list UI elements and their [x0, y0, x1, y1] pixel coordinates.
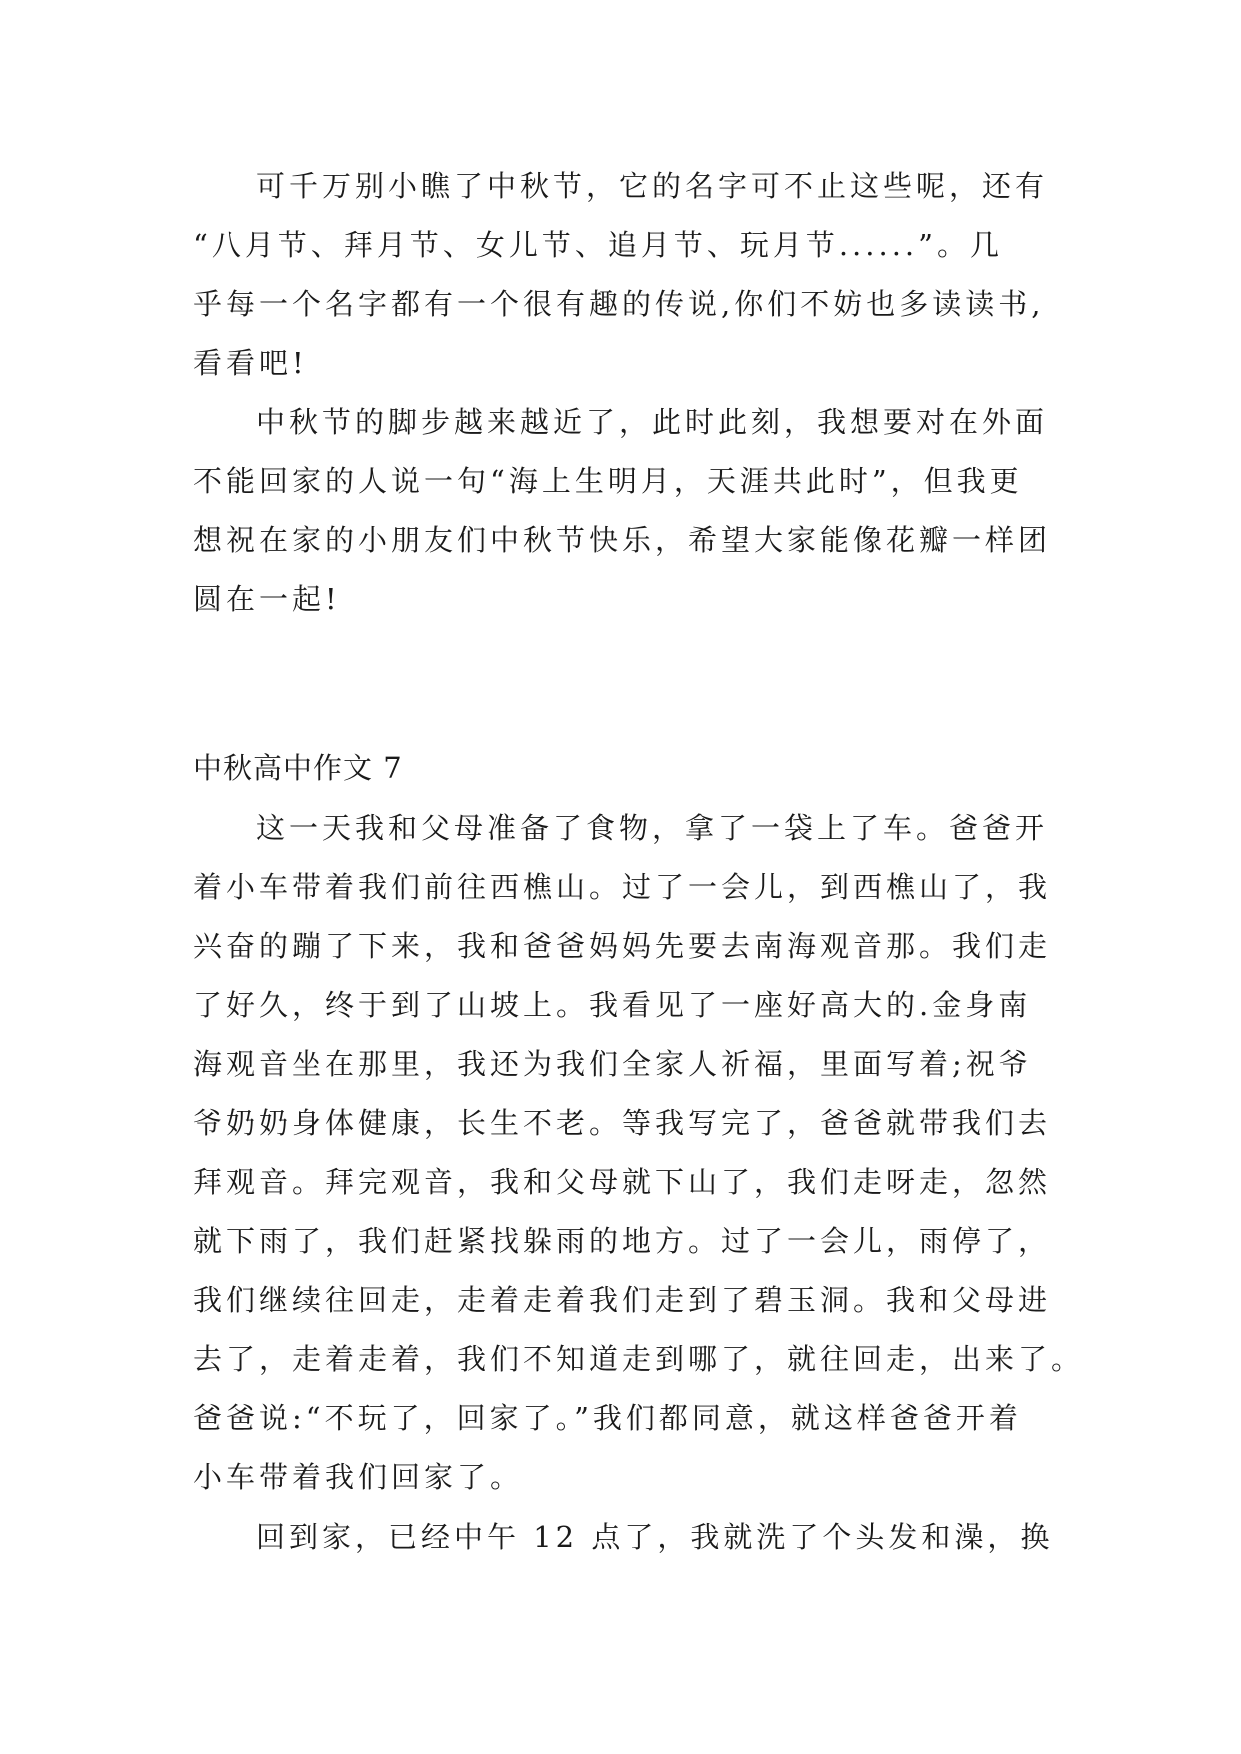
essay-paragraph-1-line-12: 小车带着我们回家了。 [193, 1460, 524, 1494]
paragraph-2-line-1: 中秋节的脚步越来越近了，此时此刻，我想要对在外面 [256, 405, 1049, 439]
essay-paragraph-1-line-6: 爷奶奶身体健康，长生不老。等我写完了，爸爸就带我们去 [193, 1106, 1052, 1140]
essay-paragraph-1-line-9: 我们继续往回走，走着走着我们走到了碧玉洞。我和父母进 [193, 1283, 1052, 1317]
essay-paragraph-1-line-1: 这一天我和父母准备了食物，拿了一袋上了车。爸爸开 [256, 811, 1049, 845]
paragraph-2-line-3: 想祝在家的小朋友们中秋节快乐，希望大家能像花瓣一样团 [193, 523, 1052, 557]
section-title: 中秋高中作文 7 [193, 751, 403, 785]
essay-paragraph-1-line-3: 兴奋的蹦了下来，我和爸爸妈妈先要去南海观音那。我们走 [193, 929, 1052, 963]
paragraph-2-line-2: 不能回家的人说一句“海上生明月，天涯共此时”，但我更 [193, 464, 1023, 498]
paragraph-1-line-2: “八月节、拜月节、女儿节、追月节、玩月节......”。几 [193, 228, 1003, 262]
essay-paragraph-1-line-11: 爸爸说:“不玩了，回家了。”我们都同意，就这样爸爸开着 [193, 1401, 1022, 1435]
essay-paragraph-1-line-8: 就下雨了，我们赶紧找躲雨的地方。过了一会儿，雨停了， [193, 1224, 1052, 1258]
paragraph-1-line-4: 看看吧! [193, 346, 308, 380]
essay-paragraph-2-line-1: 回到家，已经中午 12 点了，我就洗了个头发和澡，换 [256, 1520, 1054, 1554]
essay-paragraph-1-line-10: 去了，走着走着，我们不知道走到哪了，就往回走，出来了。 [193, 1342, 1085, 1376]
essay-paragraph-1-line-7: 拜观音。拜完观音，我和父母就下山了，我们走呀走，忽然 [193, 1165, 1052, 1199]
essay-paragraph-1-line-4: 了好久，终于到了山坡上。我看见了一座好高大的.金身南 [193, 988, 1032, 1022]
essay-paragraph-1-line-5: 海观音坐在那里，我还为我们全家人祈福，里面写着;祝爷 [193, 1047, 1032, 1081]
essay-paragraph-1-line-2: 着小车带着我们前往西樵山。过了一会儿，到西樵山了，我 [193, 870, 1052, 904]
paragraph-2-line-4: 圆在一起! [193, 582, 341, 616]
paragraph-1-line-3: 乎每一个名字都有一个很有趣的传说,你们不妨也多读读书, [193, 287, 1045, 321]
paragraph-1-line-1: 可千万别小瞧了中秋节，它的名字可不止这些呢，还有 [256, 169, 1049, 203]
